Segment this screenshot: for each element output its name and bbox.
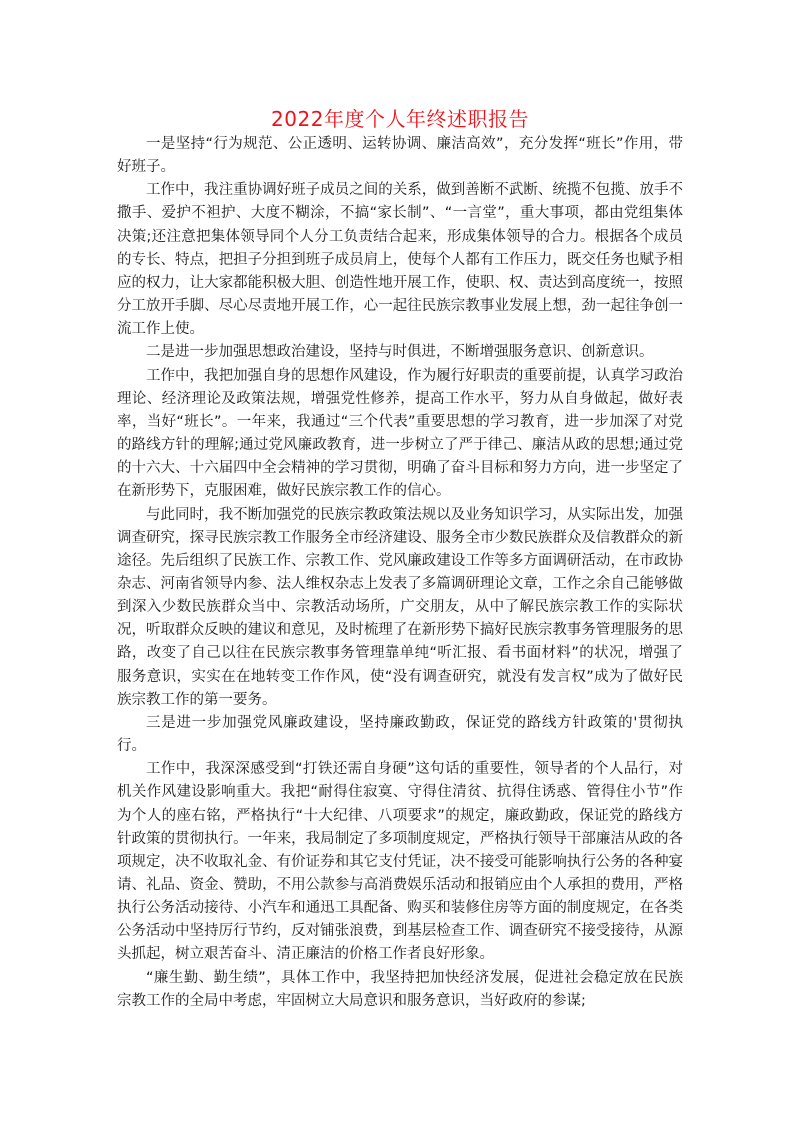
paragraph: 三是进一步加强党风廉政建设，坚持廉政勤政，保证党的路线方针政策的'贯彻执行。 xyxy=(117,714,683,755)
paragraph: 工作中，我注重协调好班子成员之间的关系，做到善断不武断、统揽不包揽、放手不撒手、爱护不袒护、大度不糊涂，不搞“家长制”、“一言堂”，重大事项，都由党组集体决策;还注意把集体领导同个人分工负责结合起来，形成集体领导的合力。根据各个成员的专长、特点，把担子分担到班子成员肩上，使每个人都有工作压力，既交任务也赋予相应的权力，让大家都能积极大胆、创造性地开展工作，使职、权、责达到高度统一，按照分工放开手脚、尽心尽责地开展工作，心一起往民族宗教事业发展上想，劲一起往争创一流工作上使。 xyxy=(117,182,683,338)
paragraph: 与此同时，我不断加强党的民族宗教政策法规以及业务知识学习，从实际出发，加强调查研究，探寻民族宗教工作服务全市经济建设、服务全市少数民族群众及信教群众的新途径。先后组织了民族工作、宗教工作、党风廉政建设工作等多方面调研活动，在市政协杂志、河南省领导内参、法人维权杂志上发表了多篇调研理论文章，工作之余自己能够做到深入少数民族群众当中、宗教活动场所，广交朋友，从中了解民族宗教工作的实际状况，听取群众反映的建议和意见，及时梳理了在新形势下搞好民族宗教事务管理服务的思路，改变了自己以往在民族宗教事务管理靠单纯“听汇报、看书面材料”的状况，增强了服务意识，实实在在地转变工作作风，使“没有调查研究，就没有发言权”成为了做好民族宗教工作的第一要务。 xyxy=(117,506,683,708)
paragraph: 一是坚持“行为规范、公正透明、运转协调、廉洁高效”，充分发挥“班长”作用，带好班子。 xyxy=(117,136,683,176)
paragraph: 二是进一步加强思想政治建设，坚持与时俱进，不断增强服务意识、创新意识。 xyxy=(146,344,654,361)
paragraph: 工作中，我把加强自身的思想作风建设，作为履行好职责的重要前提，认真学习政治理论、经济理论及政策法规，增强党性修养，提高工作水平，努力从自身做起，做好表率，当好“班长”。一年来，我通过“三个代表”重要思想的学习教育，进一步加深了对党的路线方针的理解;通过党风廉政教育，进一步树立了严于律己、廉洁从政的思想;通过党的十六大、十六届四中全会精神的学习贯彻，明确了奋斗目标和努力方向，进一步坚定了在新形势下，克服困难，做好民族宗教工作的信心。 xyxy=(117,367,683,500)
page-title: 2022年度个人年终述职报告 xyxy=(271,107,529,131)
paragraph: “廉生勤、勤生绩”，具体工作中，我坚持把加快经济发展，促进社会稳定放在民族宗教工作的全局中考虑，牢固树立大局意识和服务意识，当好政府的参谋; xyxy=(117,969,683,1009)
paragraph: 工作中，我深深感受到“打铁还需自身硬”这句话的重要性，领导者的个人品行，对机关作风建设影响重大。我把“耐得住寂寞、守得住清贫、抗得住诱惑、管得住小节”作为个人的座右铭，严格执行“十大纪律、八项要求”的规定，廉政勤政，保证党的路线方针政策的贯彻执行。一年来，我局制定了多项制度规定，严格执行领导干部廉洁从政的各项规定，决不收取礼金、有价证券和其它支付凭证，决不接受可能影响执行公务的各种宴请、礼品、资金、赞助，不用公款参与高消费娱乐活动和报销应由个人承担的费用，严格执行公务活动接待、小汽车和通迅工具配备、购买和装修住房等方面的制度规定，在各类公务活动中坚持厉行节约，反对铺张浪费，到基层检查工作、调查研究不接受接待，从源头抓起，树立艰苦奋斗、清正廉洁的价格工作者良好形象。 xyxy=(117,761,683,963)
document-body xyxy=(117,133,683,1013)
